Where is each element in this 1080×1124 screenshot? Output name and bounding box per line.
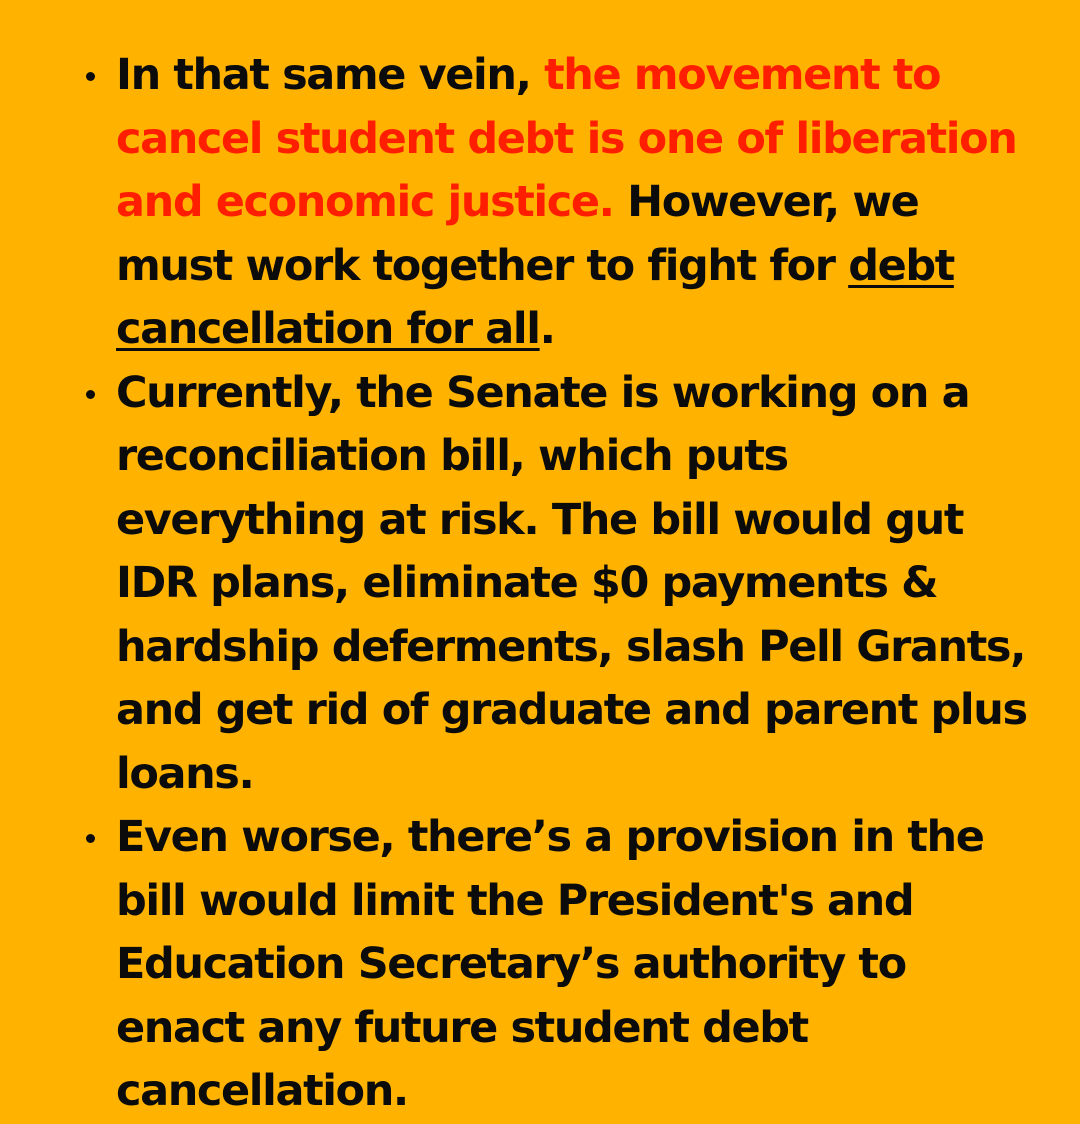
bullet-dot-icon	[86, 834, 95, 843]
bullet-middle-text: However, we must work together to fight for	[116, 177, 919, 291]
bullet-item-provision	[82, 806, 1032, 1124]
bullet-list	[82, 44, 1032, 1124]
bullet-end-punctuation: .	[539, 304, 555, 354]
bullet-item-reconciliation	[82, 362, 1032, 807]
bullet-text: Currently, the Senate is working on a reconciliation bill, which puts everything at risk. The bill would gut IDR plans, eliminate $0 payments & hardship deferments, slash Pell Grants, and get rid of graduate and parent plus loans.	[116, 367, 1027, 799]
bullet-item-liberation	[82, 44, 1032, 362]
bullet-intro-text: In that same vein,	[116, 50, 545, 100]
bullet-text: Even worse, there’s a provision in the bill would limit the President's and Education Secretary’s authority to enact any future student debt cancellation.	[116, 812, 984, 1116]
highlighted-statement: the movement to cancel student debt is one of liberation and economic justice.	[116, 50, 1017, 227]
bullet-dot-icon	[86, 72, 95, 81]
underlined-phrase: debt cancellation for all	[116, 240, 954, 354]
bullet-dot-icon	[86, 390, 95, 399]
